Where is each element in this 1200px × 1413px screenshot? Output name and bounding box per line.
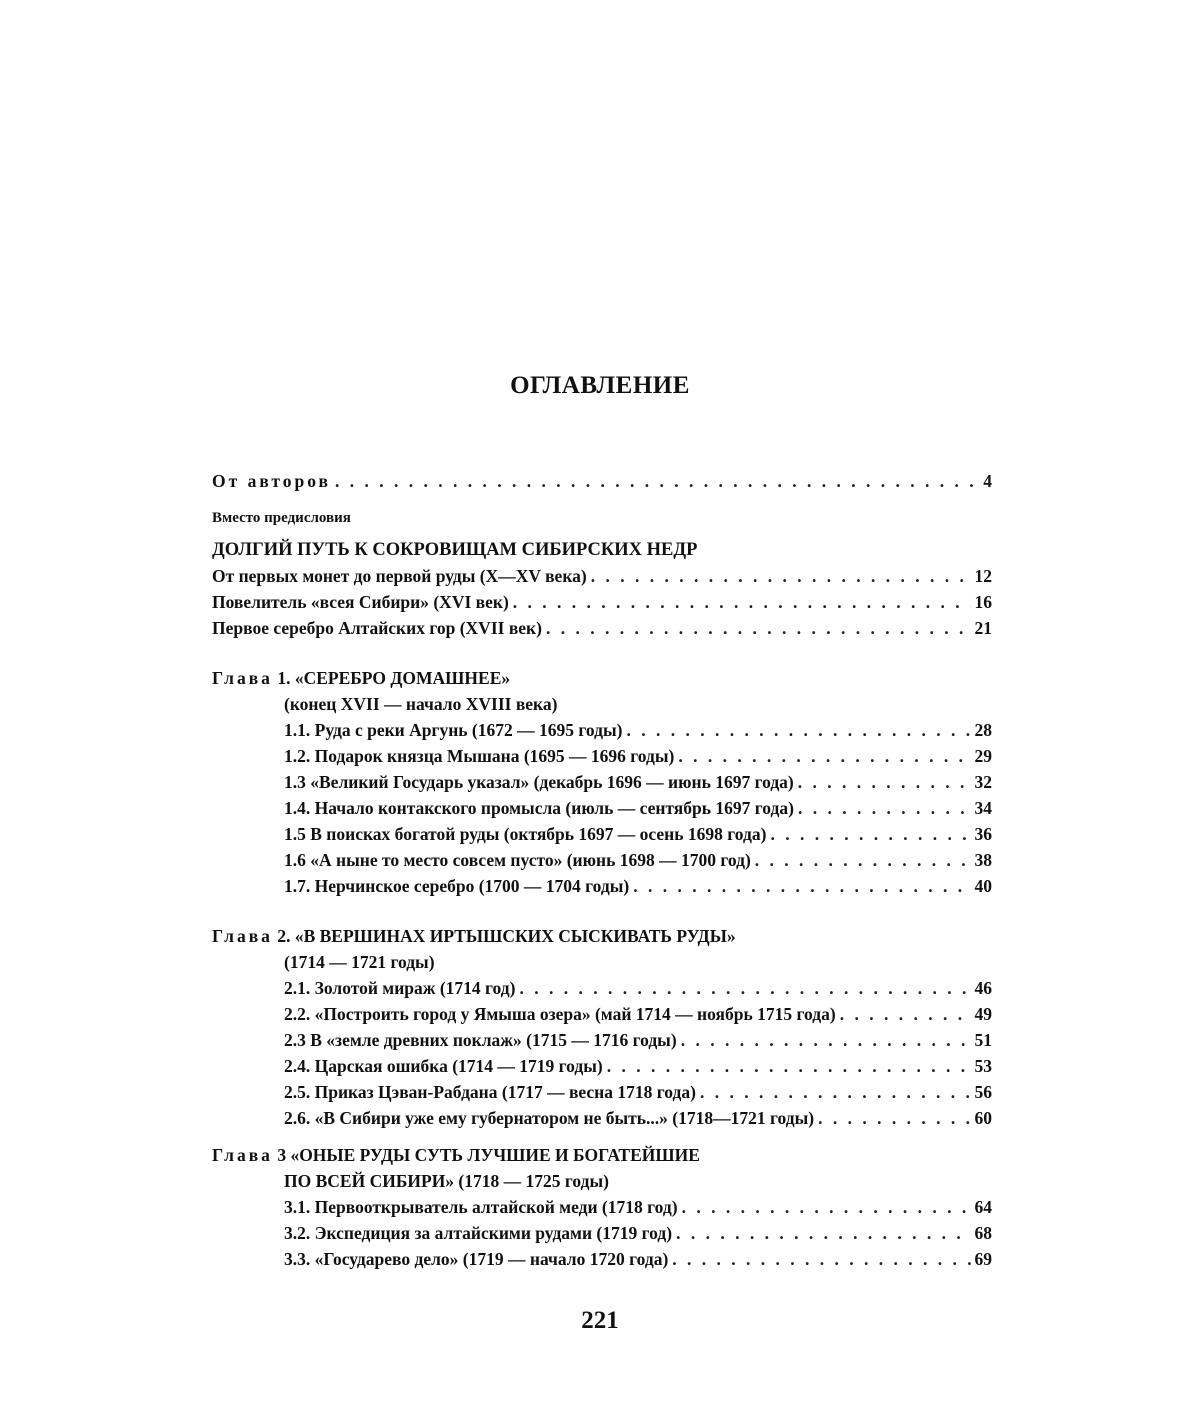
toc-entry-title: Первое серебро Алтайских гор (XVII век) <box>212 618 542 638</box>
toc-entry-page: 51 <box>974 1030 992 1050</box>
leader-dots <box>513 589 971 615</box>
chapter-title: 1. «СЕРЕБРО ДОМАШНЕЕ» <box>277 668 511 688</box>
toc-entry[interactable] <box>212 769 992 795</box>
leader-dots <box>681 1027 971 1053</box>
leader-dots <box>546 615 971 641</box>
leader-dots <box>626 717 970 743</box>
toc-entry[interactable] <box>212 1079 992 1105</box>
toc-entry-title: 1.3 «Великий Государь указал» (декабрь 1696 — июнь 1697 года) <box>284 772 794 792</box>
toc-entry[interactable] <box>212 743 992 769</box>
toc-entry[interactable] <box>212 821 992 847</box>
chapter-3-heading[interactable] <box>212 1142 992 1168</box>
toc-entry-title: 2.3 В «земле древних поклаж» (1715 — 1716 годы) <box>284 1030 677 1050</box>
leader-dots <box>818 1105 970 1131</box>
toc-entry-page: 12 <box>974 566 992 586</box>
toc-entry[interactable] <box>212 1220 992 1246</box>
chapter-2-heading[interactable] <box>212 923 992 949</box>
toc-entry[interactable] <box>212 975 992 1001</box>
toc-entry-title: 1.4. Начало контакского промысла (июль — сентябрь 1697 года) <box>284 798 794 818</box>
chapter-prefix: Глава <box>212 1145 273 1165</box>
toc-entry-page: 56 <box>974 1082 992 1102</box>
toc-entry-title: 2.4. Царская ошибка (1714 — 1719 годы) <box>284 1056 603 1076</box>
page-number: 221 <box>581 1307 619 1334</box>
toc-entry[interactable] <box>212 717 992 743</box>
toc-entry[interactable] <box>212 615 992 641</box>
toc-entry[interactable] <box>212 1246 992 1272</box>
leader-dots <box>798 769 971 795</box>
toc-entry-page: 68 <box>974 1223 992 1243</box>
leader-dots <box>633 873 970 899</box>
toc-entry-page: 29 <box>974 746 992 766</box>
toc-entry[interactable] <box>212 795 992 821</box>
chapter-1-heading[interactable] <box>212 665 992 691</box>
page-title: ОГЛАВЛЕНИЕ <box>510 372 690 399</box>
chapter-3-title-continued: ПО ВСЕЙ СИБИРИ» (1718 — 1725 годы) <box>284 1171 609 1191</box>
section-title: ДОЛГИЙ ПУТЬ К СОКРОВИЩАМ СИБИРСКИХ НЕДР <box>212 540 698 560</box>
leader-dots <box>770 821 970 847</box>
leader-dots <box>591 563 971 589</box>
leader-dots <box>840 1001 971 1027</box>
toc-entry-page: 69 <box>974 1249 992 1269</box>
leader-dots <box>678 743 970 769</box>
toc-entry-title: 2.2. «Построить город у Ямыша озера» (май 1714 — ноябрь 1715 года) <box>284 1004 836 1024</box>
leader-dots <box>672 1246 970 1272</box>
chapter-title: 2. «В ВЕРШИНАХ ИРТЫШСКИХ СЫСКИВАТЬ РУДЫ» <box>277 926 736 946</box>
toc-entry-title: Повелитель «всея Сибири» (XVI век) <box>212 592 509 612</box>
toc-entry-title: От первых монет до первой руды (X—XV века) <box>212 566 587 586</box>
table-of-contents <box>212 468 992 1272</box>
chapter-title: 3 «ОНЫЕ РУДЫ СУТЬ ЛУЧШИЕ И БОГАТЕЙШИЕ <box>277 1145 700 1165</box>
toc-entry-title: 3.1. Первооткрыватель алтайской меди (1718 год) <box>284 1197 678 1217</box>
toc-entry-title: 1.1. Руда с реки Аргунь (1672 — 1695 годы) <box>284 720 623 740</box>
leader-dots <box>700 1079 971 1105</box>
leader-dots <box>798 795 971 821</box>
toc-entry-title: 3.2. Экспедиция за алтайскими рудами (1719 год) <box>284 1223 673 1243</box>
toc-entry-authors[interactable] <box>212 468 992 494</box>
toc-entry[interactable] <box>212 847 992 873</box>
toc-entry-title: 2.6. «В Сибири уже ему губернатором не быть...» (1718—1721 годы) <box>284 1108 815 1128</box>
toc-entry-title: 1.7. Нерчинское серебро (1700 — 1704 годы) <box>284 876 630 896</box>
toc-entry-page: 49 <box>974 1004 992 1024</box>
toc-entry-title: От авторов <box>212 471 331 491</box>
toc-entry-page: 4 <box>983 471 992 491</box>
toc-entry-page: 21 <box>974 618 992 638</box>
toc-entry-title: 3.3. «Государево дело» (1719 — начало 1720 года) <box>284 1249 669 1269</box>
toc-entry-page: 40 <box>974 876 992 896</box>
toc-entry-page: 60 <box>974 1108 992 1128</box>
toc-entry-page: 64 <box>974 1197 992 1217</box>
toc-entry-page: 38 <box>974 850 992 870</box>
toc-entry-title: 1.2. Подарок князца Мышана (1695 — 1696 годы) <box>284 746 675 766</box>
toc-entry[interactable] <box>212 1053 992 1079</box>
toc-entry-title: 2.5. Приказ Цэван-Рабдана (1717 — весна 1718 года) <box>284 1082 696 1102</box>
chapter-2-subtitle: (1714 — 1721 годы) <box>284 952 435 972</box>
preface-heading: Вместо предисловия <box>212 510 351 526</box>
toc-entry[interactable] <box>212 873 992 899</box>
toc-entry-title: 1.6 «А ныне то место совсем пусто» (июнь 1698 — 1700 год) <box>284 850 751 870</box>
toc-entry[interactable] <box>212 589 992 615</box>
toc-entry-page: 46 <box>974 978 992 998</box>
toc-entry[interactable] <box>212 1194 992 1220</box>
leader-dots <box>335 468 979 494</box>
chapter-prefix: Глава <box>212 926 273 946</box>
leader-dots <box>607 1053 971 1079</box>
toc-entry-title: 2.1. Золотой мираж (1714 год) <box>284 978 516 998</box>
leader-dots <box>682 1194 971 1220</box>
toc-entry-page: 36 <box>974 824 992 844</box>
toc-entry-page: 32 <box>974 772 992 792</box>
leader-dots <box>519 975 970 1001</box>
toc-entry-page: 53 <box>974 1056 992 1076</box>
toc-entry[interactable] <box>212 1027 992 1053</box>
toc-entry-title: 1.5 В поисках богатой руды (октябрь 1697 — осень 1698 года) <box>284 824 767 844</box>
toc-entry[interactable] <box>212 1001 992 1027</box>
toc-entry-page: 28 <box>974 720 992 740</box>
toc-entry[interactable] <box>212 1105 992 1131</box>
chapter-prefix: Глава <box>212 668 273 688</box>
leader-dots <box>676 1220 970 1246</box>
toc-entry[interactable] <box>212 563 992 589</box>
toc-entry-page: 34 <box>974 798 992 818</box>
chapter-1-subtitle: (конец XVII — начало XVIII века) <box>284 694 558 714</box>
toc-entry-page: 16 <box>974 592 992 612</box>
leader-dots <box>755 847 971 873</box>
